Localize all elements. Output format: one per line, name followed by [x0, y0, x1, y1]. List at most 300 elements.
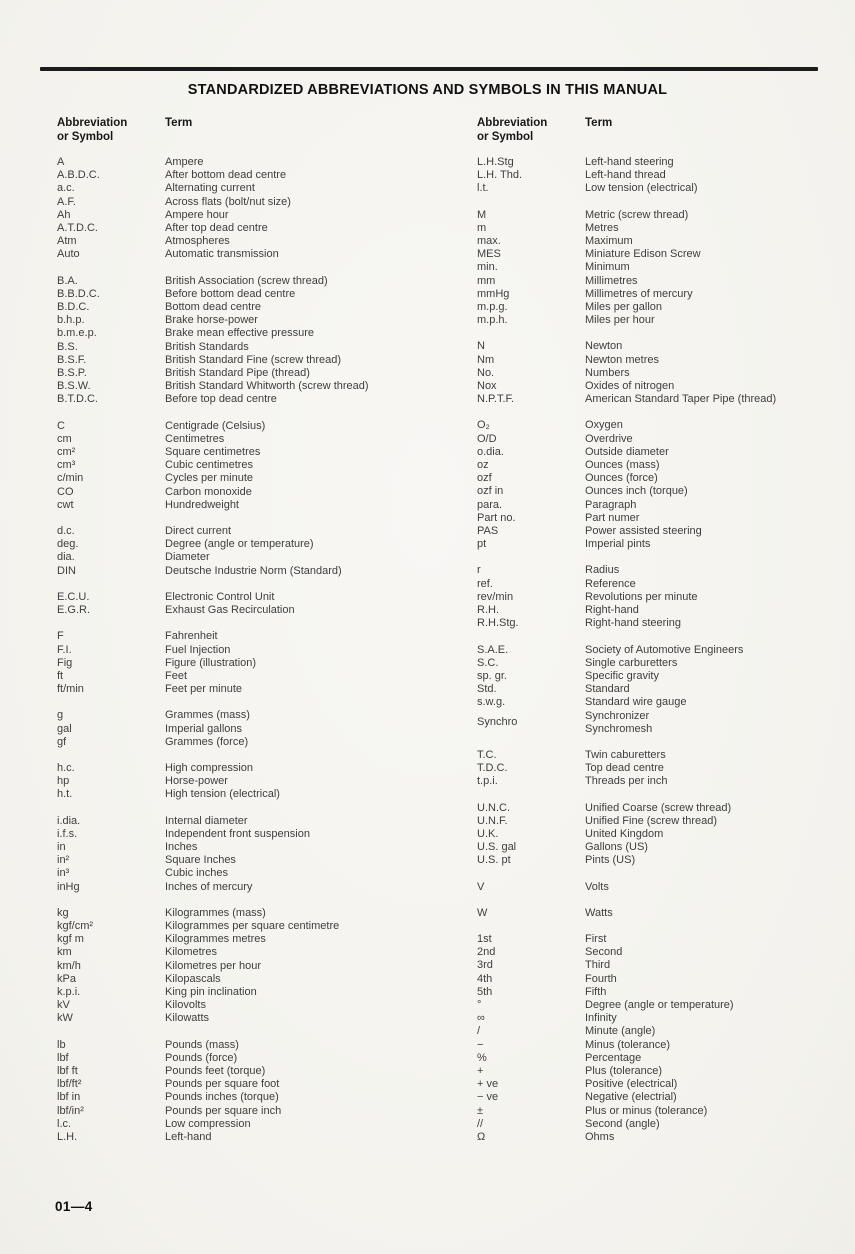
term-cell: Hundredweight	[165, 498, 239, 511]
abbreviation-cell: kPa	[57, 972, 76, 985]
abbreviation-cell: Fig	[57, 656, 73, 669]
abbreviation-group	[477, 419, 852, 551]
term-cell: Oxides of nitrogen	[585, 380, 675, 393]
term-cell: Grammes (mass)	[165, 709, 250, 722]
table-row	[477, 815, 852, 828]
abbreviation-cell: inHg	[57, 880, 80, 893]
term-cell: American Standard Taper Pipe (thread)	[585, 393, 777, 406]
abbreviation-cell: +	[477, 1064, 484, 1077]
table-row	[477, 169, 852, 182]
abbreviation-cell: kgf/cm²	[57, 919, 94, 932]
table-row	[57, 1118, 462, 1131]
abbreviation-group	[477, 209, 852, 328]
term-cell: Imperial gallons	[165, 722, 243, 735]
table-row	[477, 1052, 852, 1065]
table-row	[477, 762, 852, 775]
table-row	[57, 723, 462, 736]
term-cell: United Kingdom	[585, 827, 664, 840]
abbreviation-cell: km/h	[57, 959, 81, 972]
table-row	[477, 644, 852, 657]
abbreviation-group	[57, 815, 462, 894]
table-row	[477, 499, 852, 512]
table-row	[477, 459, 852, 472]
term-cell: Bottom dead centre	[165, 301, 262, 314]
term-cell: Second (angle)	[585, 1117, 660, 1130]
table-row	[57, 788, 462, 801]
term-cell: Revolutions per minute	[585, 590, 698, 603]
table-row	[477, 393, 852, 406]
abbreviation-cell: cm³	[57, 459, 76, 472]
table-row	[57, 1078, 462, 1091]
table-row	[477, 367, 852, 380]
term-cell: Left-hand	[165, 1131, 212, 1143]
term-cell: First	[585, 932, 607, 945]
abbreviation-cell: CO	[57, 485, 74, 498]
table-row	[477, 802, 852, 815]
table-row	[477, 446, 852, 459]
term-cell: Part numer	[585, 511, 640, 524]
abbreviation-column-right	[477, 156, 852, 1157]
abbreviation-cell: lbf ft	[57, 1064, 78, 1077]
table-row	[477, 1065, 852, 1078]
table-row	[57, 393, 462, 406]
abbreviation-cell: gal	[57, 722, 72, 735]
abbreviation-cell: E.G.R.	[57, 604, 91, 617]
term-cell: Electronic Control Unit	[165, 590, 275, 603]
abbreviation-cell: ft	[57, 669, 64, 682]
term-cell: Cycles per minute	[165, 472, 254, 485]
abbreviation-group	[57, 420, 462, 512]
abbreviation-cell: s.w.g.	[477, 696, 506, 709]
table-row	[57, 314, 462, 327]
table-row	[57, 920, 462, 933]
abbreviation-cell: M	[477, 208, 487, 221]
table-row	[477, 433, 852, 446]
term-line: Synchronizer	[585, 709, 650, 722]
table-row	[57, 565, 462, 578]
term-cell: Society of Automotive Engineers	[585, 643, 744, 656]
abbreviation-header-line1: Abbreviation	[57, 117, 128, 129]
abbreviation-cell: sp. gr.	[477, 669, 507, 682]
term-cell: High tension (electrical)	[165, 788, 280, 801]
term-cell: Left-hand thread	[585, 169, 666, 182]
table-row	[477, 419, 852, 432]
table-row	[57, 301, 462, 314]
abbreviation-cell: lb	[57, 1038, 66, 1051]
abbreviation-cell: ft/min	[57, 683, 84, 696]
term-cell: Infinity	[585, 1012, 617, 1025]
term-cell: Fifth	[585, 985, 607, 998]
table-row	[57, 446, 462, 459]
abbreviation-cell: Std.	[477, 683, 497, 696]
abbreviation-cell: B.T.D.C.	[57, 393, 98, 406]
abbreviation-cell: ∞	[477, 1012, 485, 1025]
term-cell: Grammes (force)	[165, 735, 249, 748]
abbreviation-cell: °	[477, 998, 482, 1011]
term-cell: Unified Coarse (screw thread)	[585, 801, 732, 814]
term-cell: Volts	[585, 880, 609, 893]
term-cell: Pounds per square inch	[165, 1104, 282, 1117]
abbreviation-cell: L.H. Thd.	[477, 169, 523, 182]
abbreviation-cell: ozf	[477, 472, 492, 485]
abbreviation-cell: in	[57, 840, 66, 853]
term-cell: Pints (US)	[585, 854, 636, 867]
term-cell: High compression	[165, 761, 254, 774]
abbreviation-cell: b.m.e.p.	[57, 327, 97, 340]
abbreviation-group	[57, 630, 462, 696]
table-row	[477, 578, 852, 591]
term-cell: Exhaust Gas Recirculation	[165, 604, 295, 617]
abbreviation-cell: min.	[477, 261, 498, 274]
abbreviation-group	[57, 525, 462, 578]
abbreviation-cell: + ve	[477, 1078, 499, 1091]
table-row	[57, 1052, 462, 1065]
abbreviation-cell: kg	[57, 906, 69, 919]
table-row	[477, 986, 852, 999]
table-row	[477, 380, 852, 393]
term-cell: Fuel Injection	[165, 643, 231, 656]
term-cell: Inches	[165, 840, 198, 853]
table-row	[57, 841, 462, 854]
table-row	[57, 867, 462, 880]
term-cell: Square centimetres	[165, 446, 261, 459]
table-row	[57, 933, 462, 946]
abbreviation-header-line2: or Symbol	[57, 130, 114, 143]
term-cell: Low compression	[165, 1117, 251, 1130]
table-row	[57, 986, 462, 999]
term-cell: Kilogrammes (mass)	[165, 906, 266, 919]
term-cell: Low tension (electrical)	[585, 182, 698, 195]
table-row	[477, 301, 852, 314]
table-row	[477, 881, 852, 894]
table-row	[57, 341, 462, 354]
table-row	[57, 1131, 462, 1144]
abbreviation-cell: g	[57, 709, 64, 722]
term-cell: Oxygen	[585, 419, 623, 432]
table-row	[477, 907, 852, 920]
table-row	[477, 999, 852, 1012]
table-row	[477, 512, 852, 525]
term-cell: Pounds inches (torque)	[165, 1091, 279, 1104]
term-cell: Centimetres	[165, 432, 225, 445]
table-row	[57, 380, 462, 393]
abbreviation-cell: km	[57, 946, 72, 959]
term-cell: Radius	[585, 564, 620, 577]
abbreviation-cell: U.N.C.	[477, 801, 510, 814]
abbreviation-cell: r	[477, 564, 481, 577]
column-header-right	[477, 117, 612, 144]
term-cell: Plus or minus (tolerance)	[585, 1104, 708, 1117]
term-cell: Positive (electrical)	[585, 1078, 678, 1091]
table-row	[477, 248, 852, 261]
abbreviation-cell: PAS	[477, 525, 499, 538]
page-title: STANDARDIZED ABBREVIATIONS AND SYMBOLS IN THIS MANUAL	[187, 82, 668, 98]
table-row	[57, 327, 462, 340]
table-row	[57, 525, 462, 538]
term-cell: Newton metres	[585, 353, 659, 366]
table-row	[57, 815, 462, 828]
term-cell: British Standard Whitworth (screw thread)	[165, 380, 369, 393]
term-cell: Diameter	[165, 551, 210, 564]
abbreviation-cell: B.D.C.	[57, 301, 90, 314]
abbreviation-cell: A.F.	[57, 195, 76, 208]
table-row	[57, 275, 462, 288]
term-cell: Unified Fine (screw thread)	[585, 814, 718, 827]
term-cell: Ohms	[585, 1131, 615, 1143]
term-cell: Ounces (mass)	[585, 459, 660, 472]
table-row	[57, 775, 462, 788]
term-cell: Degree (angle or temperature)	[165, 538, 314, 551]
table-row	[57, 1065, 462, 1078]
abbreviation-cell: No.	[477, 366, 495, 379]
abbreviation-group	[477, 564, 852, 630]
term-cell: Third	[585, 959, 611, 972]
term-cell: Kilogrammes metres	[165, 933, 266, 946]
term-cell: Ounces inch (torque)	[585, 485, 688, 498]
term-cell: Imperial pints	[585, 538, 651, 551]
term-cell: Fahrenheit	[165, 630, 218, 643]
term-cell: Metres	[585, 221, 619, 234]
abbreviation-cell: lbf/ft²	[57, 1078, 82, 1091]
term-cell: Alternating current	[165, 182, 255, 195]
abbreviation-cell: lbf in	[57, 1091, 81, 1104]
term-cell: British Standard Pipe (thread)	[165, 367, 310, 380]
term-cell: Figure (illustration)	[165, 656, 257, 669]
term-cell: Degree (angle or temperature)	[585, 998, 734, 1011]
term-cell: Outside diameter	[585, 445, 669, 458]
table-row	[57, 420, 462, 433]
abbreviation-cell: dia.	[57, 551, 75, 564]
table-row	[477, 1118, 852, 1131]
term-cell: Ounces (force)	[585, 472, 658, 485]
table-row	[57, 973, 462, 986]
abbreviation-cell: oz	[477, 459, 489, 472]
abbreviation-cell: 5th	[477, 985, 493, 998]
abbreviation-cell: W	[477, 906, 488, 919]
term-cell: Threads per inch	[585, 775, 668, 788]
term-cell: Before top dead centre	[165, 393, 277, 406]
abbreviation-cell: max.	[477, 235, 501, 248]
table-row	[477, 485, 852, 498]
term-cell: After top dead centre	[165, 222, 268, 235]
term-cell: Automatic transmission	[165, 248, 279, 261]
term-header: Term	[165, 117, 193, 129]
table-row	[477, 775, 852, 788]
term-cell: Plus (tolerance)	[585, 1064, 663, 1077]
term-cell: After bottom dead centre	[165, 169, 287, 182]
table-row	[477, 591, 852, 604]
term-cell: Specific gravity	[585, 669, 659, 682]
abbreviation-cell: R.H.	[477, 604, 499, 617]
term-cell: Standard wire gauge	[585, 696, 687, 709]
term-cell: Independent front suspension	[165, 827, 310, 840]
term-cell: Feet	[165, 669, 188, 682]
term-cell: Twin caburetters	[585, 748, 666, 761]
abbreviation-cell: m	[477, 221, 487, 234]
table-row	[477, 538, 852, 551]
abbreviation-cell: N	[477, 340, 485, 353]
table-row	[57, 538, 462, 551]
table-row	[477, 854, 852, 867]
abbreviation-cell: T.C.	[477, 748, 497, 761]
table-row	[477, 340, 852, 353]
abbreviation-column-left	[57, 156, 462, 1157]
table-row	[477, 973, 852, 986]
table-row	[57, 196, 462, 209]
table-row	[477, 182, 852, 195]
term-cell: Overdrive	[585, 432, 633, 445]
abbreviation-group	[57, 762, 462, 802]
abbreviation-cell: //	[477, 1117, 484, 1130]
abbreviation-cell: deg.	[57, 538, 79, 551]
table-row	[57, 630, 462, 643]
table-row	[477, 1025, 852, 1038]
table-row	[477, 696, 852, 709]
abbreviation-cell: gf	[57, 735, 67, 748]
page-number: 01—4	[55, 1199, 93, 1214]
table-row	[477, 828, 852, 841]
abbreviation-cell: Part no.	[477, 511, 516, 524]
term-cell: Second	[585, 946, 623, 959]
table-row	[477, 657, 852, 670]
table-row	[477, 525, 852, 538]
table-row	[57, 657, 462, 670]
table-row	[57, 551, 462, 564]
abbreviation-cell: N.P.T.F.	[477, 393, 515, 406]
abbreviation-cell: L.H.	[57, 1131, 78, 1143]
table-row	[57, 762, 462, 775]
term-cell: Square Inches	[165, 854, 236, 867]
abbreviation-cell: A.B.D.C.	[57, 169, 100, 182]
table-row	[57, 881, 462, 894]
table-row	[57, 235, 462, 248]
table-row	[57, 499, 462, 512]
table-row	[57, 604, 462, 617]
table-row	[477, 604, 852, 617]
table-row	[57, 1091, 462, 1104]
column-header-left	[57, 117, 192, 144]
abbreviation-cell: lbf/in²	[57, 1104, 84, 1117]
term-header: Term	[585, 117, 613, 129]
term-cell: Kilopascals	[165, 972, 221, 985]
term-cell: Right-hand steering	[585, 617, 682, 630]
term-cell: Standard	[585, 683, 630, 696]
abbreviation-cell: hp	[57, 775, 70, 788]
abbreviation-cell: Atm	[57, 235, 77, 248]
table-row	[477, 1091, 852, 1104]
abbreviation-cell: ±	[477, 1104, 484, 1117]
abbreviation-cell: l.c.	[57, 1117, 72, 1130]
abbreviation-cell: pt	[477, 538, 487, 551]
abbreviation-cell: t.p.i.	[477, 775, 498, 788]
term-cell	[585, 710, 852, 736]
table-row	[477, 946, 852, 959]
abbreviation-cell: Ω	[477, 1131, 486, 1143]
table-row	[477, 841, 852, 854]
abbreviation-cell: B.B.D.C.	[57, 287, 100, 300]
abbreviation-cell: b.h.p.	[57, 314, 85, 327]
abbreviation-group	[477, 933, 852, 1144]
term-cell: Miniature Edison Screw	[585, 248, 701, 261]
term-cell: Minute (angle)	[585, 1025, 656, 1038]
term-cell: Minus (tolerance)	[585, 1038, 670, 1051]
abbreviation-cell: S.C.	[477, 656, 499, 669]
abbreviation-cell: A.T.D.C.	[57, 222, 98, 235]
table-row	[57, 591, 462, 604]
abbreviation-cell: MES	[477, 248, 501, 261]
term-cell: Power assisted steering	[585, 525, 702, 538]
abbreviation-cell: B.A.	[57, 274, 78, 287]
table-row	[477, 288, 852, 301]
abbreviation-cell: rev/min	[477, 590, 514, 603]
abbreviation-group	[57, 907, 462, 1026]
abbreviation-cell: Ah	[57, 208, 71, 221]
table-row	[57, 367, 462, 380]
abbreviation-cell: U.K.	[477, 827, 499, 840]
abbreviation-cell: mmHg	[477, 287, 510, 300]
abbreviation-cell: Synchro	[477, 716, 518, 729]
table-row	[57, 433, 462, 446]
table-row	[477, 1078, 852, 1091]
table-row	[57, 486, 462, 499]
term-cell: Internal diameter	[165, 814, 248, 827]
term-cell: Kilovolts	[165, 999, 206, 1012]
abbreviation-group	[477, 156, 852, 196]
table-row	[477, 683, 852, 696]
table-row	[477, 959, 852, 972]
abbreviation-cell: cwt	[57, 498, 74, 511]
table-row	[57, 1105, 462, 1118]
term-cell: Maximum	[585, 235, 633, 248]
table-row	[477, 710, 852, 736]
abbreviation-cell: T.D.C.	[477, 762, 508, 775]
abbreviation-cell: o.dia.	[477, 445, 504, 458]
table-row	[57, 683, 462, 696]
abbreviation-cell: E.C.U.	[57, 590, 90, 603]
abbreviation-cell: C	[57, 419, 65, 432]
table-row	[57, 472, 462, 485]
abbreviation-group	[477, 881, 852, 894]
table-row	[57, 644, 462, 657]
abbreviation-cell: para.	[477, 498, 503, 511]
term-cell: Kilometres per hour	[165, 959, 261, 972]
term-cell: Gallons (US)	[585, 841, 648, 854]
table-row	[57, 459, 462, 472]
abbreviation-group	[57, 1039, 462, 1145]
term-cell: Kilometres	[165, 946, 217, 959]
term-cell: Pounds feet (torque)	[165, 1064, 266, 1077]
abbreviation-header-line1: Abbreviation	[477, 117, 548, 129]
abbreviation-cell: B.S.F.	[57, 353, 87, 366]
term-cell: Single carburetters	[585, 656, 678, 669]
table-row	[477, 749, 852, 762]
abbreviation-cell: l.t.	[477, 182, 489, 195]
table-row	[477, 933, 852, 946]
abbreviation-cell: %	[477, 1051, 487, 1064]
abbreviation-cell: F.I.	[57, 643, 72, 656]
abbreviation-cell: /	[477, 1025, 481, 1038]
abbreviation-header	[57, 117, 165, 144]
term-cell: Pounds (mass)	[165, 1038, 239, 1051]
abbreviation-cell: B.S.	[57, 340, 78, 353]
term-cell: Atmospheres	[165, 235, 230, 248]
term-cell: Miles per gallon	[585, 301, 663, 314]
abbreviation-group	[477, 749, 852, 789]
term-cell: Percentage	[585, 1051, 642, 1064]
term-cell: British Standard Fine (screw thread)	[165, 353, 342, 366]
term-cell: Carbon monoxide	[165, 485, 252, 498]
term-cell: King pin inclination	[165, 985, 257, 998]
